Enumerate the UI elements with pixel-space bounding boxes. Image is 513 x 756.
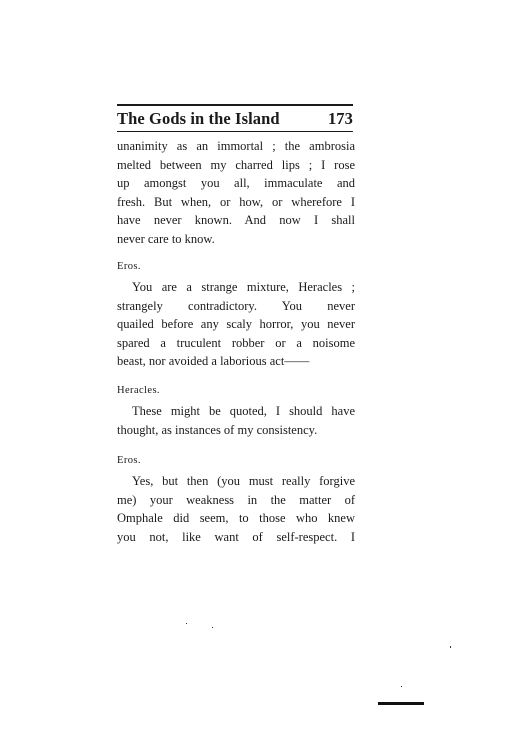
header-rule-top (117, 104, 353, 106)
scan-ink-mark (378, 702, 424, 705)
heracles-speech (117, 402, 355, 439)
speaker-label: Eros. (117, 455, 141, 466)
eros-speech-1 (117, 278, 355, 371)
text-line: You are a strange mixture, Heracles ; (132, 280, 355, 294)
paragraph-continuation (117, 137, 355, 249)
text-line: have never known. And now I shall (117, 213, 355, 228)
text-line: Omphale did seem, to those who knew (117, 511, 355, 526)
text-line: beast, nor avoided a laborious act—— (117, 354, 310, 369)
text-line: me) your weakness in the matter of (117, 492, 355, 507)
text-line: These might be quoted, I should have (132, 404, 355, 418)
speaker-label: Eros. (117, 261, 141, 272)
text-line: thought, as instances of my consistency. (117, 422, 318, 437)
text-line: Yes, but then (you must really forgive (132, 474, 355, 488)
running-head (117, 109, 353, 131)
scan-speck (401, 686, 402, 687)
running-title: The Gods in the Island (117, 109, 280, 128)
scan-speck (212, 627, 213, 628)
text-line: spared a truculent robber or a noisome (117, 335, 355, 350)
text-line: strangely contradictory. You never (117, 298, 355, 313)
scan-speck (450, 646, 451, 648)
text-line: fresh. But when, or how, or wherefore I (117, 194, 355, 209)
text-line: up amongst you all, immaculate and (117, 176, 355, 191)
text-line: quailed before any scaly horror, you never (117, 317, 355, 332)
text-line: never care to know. (117, 231, 215, 246)
page-number: 173 (327, 109, 353, 128)
text-line: melted between my charred lips ; I rose (117, 157, 355, 172)
speaker-label: Heracles. (117, 385, 160, 396)
eros-speech-2 (117, 472, 355, 546)
scan-speck (186, 623, 187, 624)
text-line: unanimity as an immortal ; the ambrosia (117, 139, 355, 153)
header-rule-bottom (117, 131, 353, 132)
text-line: you not, like want of self-respect. I (117, 529, 355, 544)
